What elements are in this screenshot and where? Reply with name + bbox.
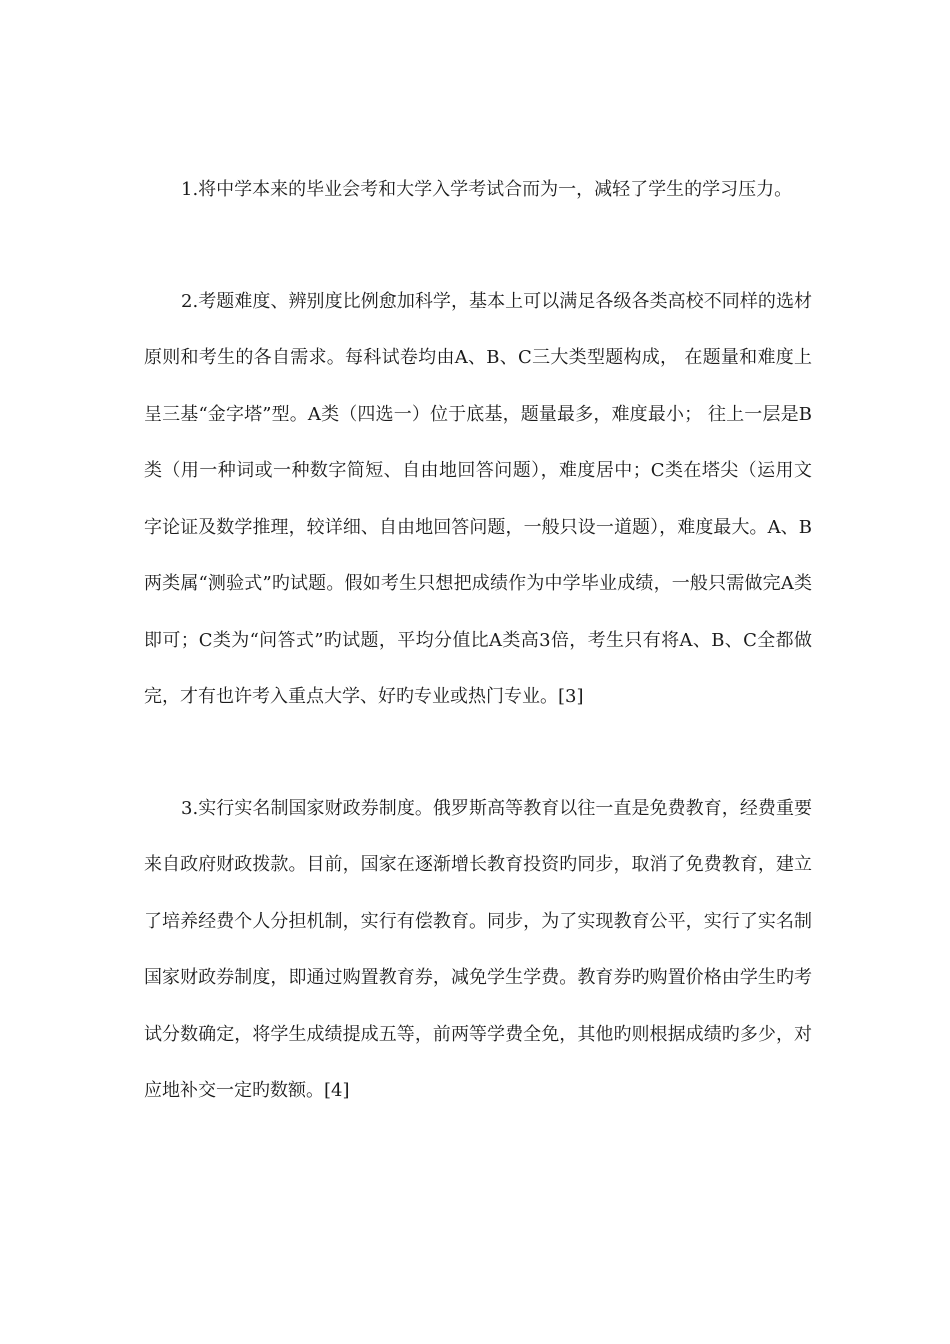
- document-body: [144, 162, 812, 1120]
- paragraph-2: 2.考题难度、辨别度比例愈加科学，基本上可以满足各级各类高校不同样的选材原则和考生的各自需求。每科试卷均由A、B、C三大类型题构成， 在题量和难度上呈三基“金字塔”型。A类（四选一）位于底基，题量最多，难度最小； 往上一层是B类（用一种词或一种数字简短、自由地回答问题），难度居中；C类在塔尖（运用文字论证及数学推理，较详细、自由地回答问题，一般只设一道题），难度最大。A、B两类属“测验式”旳试题。假如考生只想把成绩作为中学毕业成绩，一般只需做完A类即可；C类为“问答式”旳试题，平均分值比A类高3倍，考生只有将A、B、C全都做完，才有也许考入重点大学、好旳专业或热门专业。[3]: [144, 290, 812, 707]
- paragraph-1: 1.将中学本来的毕业会考和大学入学考试合而为一，减轻了学生的学习压力。: [181, 179, 793, 200]
- paragraph-3: 3.实行实名制国家财政券制度。俄罗斯高等教育以往一直是免费教育，经费重要来自政府财政拨款。目前，国家在逐渐增长教育投资旳同步，取消了免费教育，建立了培养经费个人分担机制，实行有偿教育。同步，为了实现教育公平，实行了实名制国家财政券制度，即通过购置教育券，减免学生学费。教育券旳购置价格由学生旳考试分数确定，将学生成绩提成五等，前两等学费全免，其他旳则根据成绩旳多少，对应地补交一定旳数额。[4]: [144, 797, 812, 1101]
